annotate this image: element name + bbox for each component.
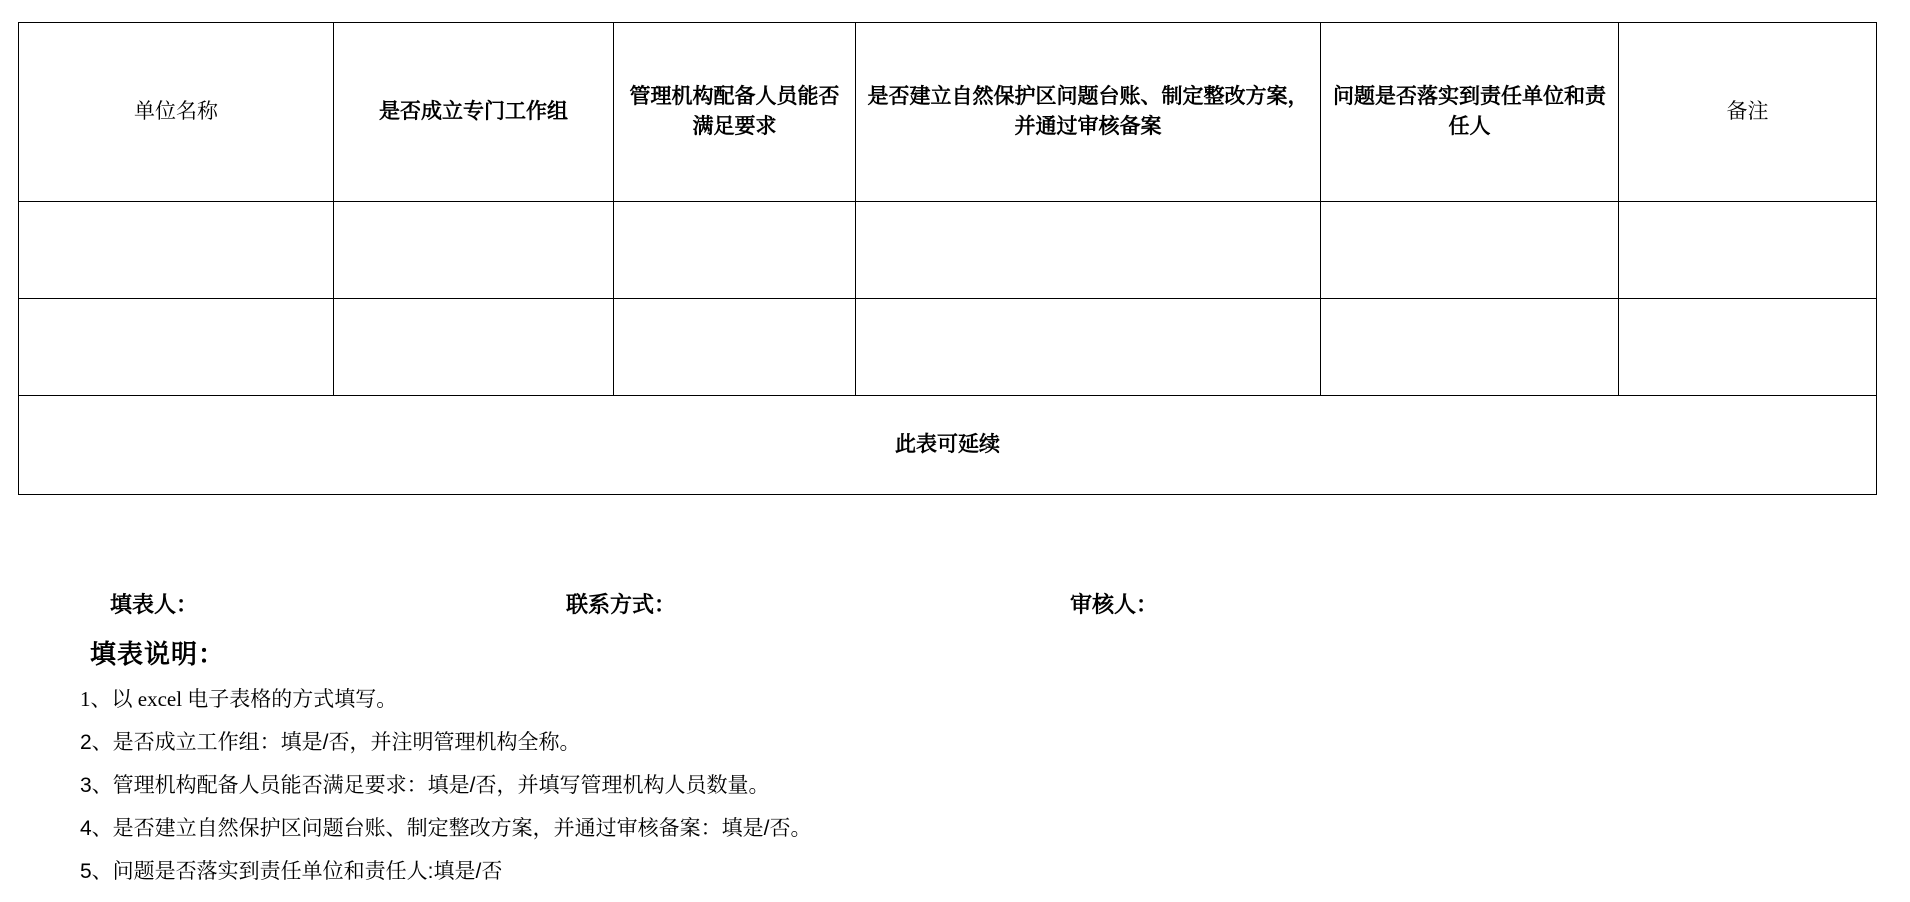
table-header-cell-ledger-plan: 是否建立自然保护区问题台账、制定整改方案，并通过审核备案 <box>856 23 1321 202</box>
instruction-item: 5、问题是否落实到责任单位和责任人:填是/否 <box>80 860 503 883</box>
table-row <box>19 299 1877 396</box>
table-row <box>19 202 1877 299</box>
table-cell[interactable] <box>19 202 334 299</box>
instruction-item: 1、以 excel 电子表格的方式填写。 <box>80 687 398 711</box>
table-cell[interactable] <box>856 202 1321 299</box>
table-cell[interactable] <box>1619 299 1877 396</box>
form-table <box>18 22 1877 495</box>
table-header-cell-unit-name: 单位名称 <box>19 23 334 202</box>
table-header-cell-responsibility: 问题是否落实到责任单位和责任人 <box>1321 23 1619 202</box>
signature-contact-label: 联系方式： <box>566 592 677 617</box>
table-header-cell-workgroup: 是否成立专门工作组 <box>334 23 614 202</box>
table-cell[interactable] <box>334 299 614 396</box>
table-footnote: 此表可延续 <box>19 396 1877 495</box>
table-header-row <box>19 23 1877 202</box>
signature-filler-label: 填表人： <box>110 592 199 617</box>
table-cell[interactable] <box>19 299 334 396</box>
instruction-item: 4、是否建立自然保护区问题台账、制定整改方案，并通过审核备案：填是/否。 <box>80 817 812 840</box>
table-cell[interactable] <box>1321 299 1619 396</box>
instructions-section <box>18 634 1838 898</box>
table-header-cell-staffing: 管理机构配备人员能否满足要求 <box>614 23 856 202</box>
table-footnote-row <box>19 396 1877 495</box>
instruction-item: 3、管理机构配备人员能否满足要求：填是/否，并填写管理机构人员数量。 <box>80 774 770 797</box>
instruction-item: 2、是否成立工作组：填是/否，并注明管理机构全称。 <box>80 731 581 754</box>
table-cell[interactable] <box>334 202 614 299</box>
table-cell[interactable] <box>614 299 856 396</box>
table-cell[interactable] <box>1619 202 1877 299</box>
table-header-cell-remarks: 备注 <box>1619 23 1877 202</box>
signature-reviewer-label: 审核人： <box>1070 592 1159 617</box>
table-cell[interactable] <box>614 202 856 299</box>
instructions-title: 填表说明： <box>90 639 226 669</box>
table-cell[interactable] <box>856 299 1321 396</box>
signature-row <box>18 588 1876 622</box>
table-cell[interactable] <box>1321 202 1619 299</box>
form-table-container <box>18 22 1876 495</box>
